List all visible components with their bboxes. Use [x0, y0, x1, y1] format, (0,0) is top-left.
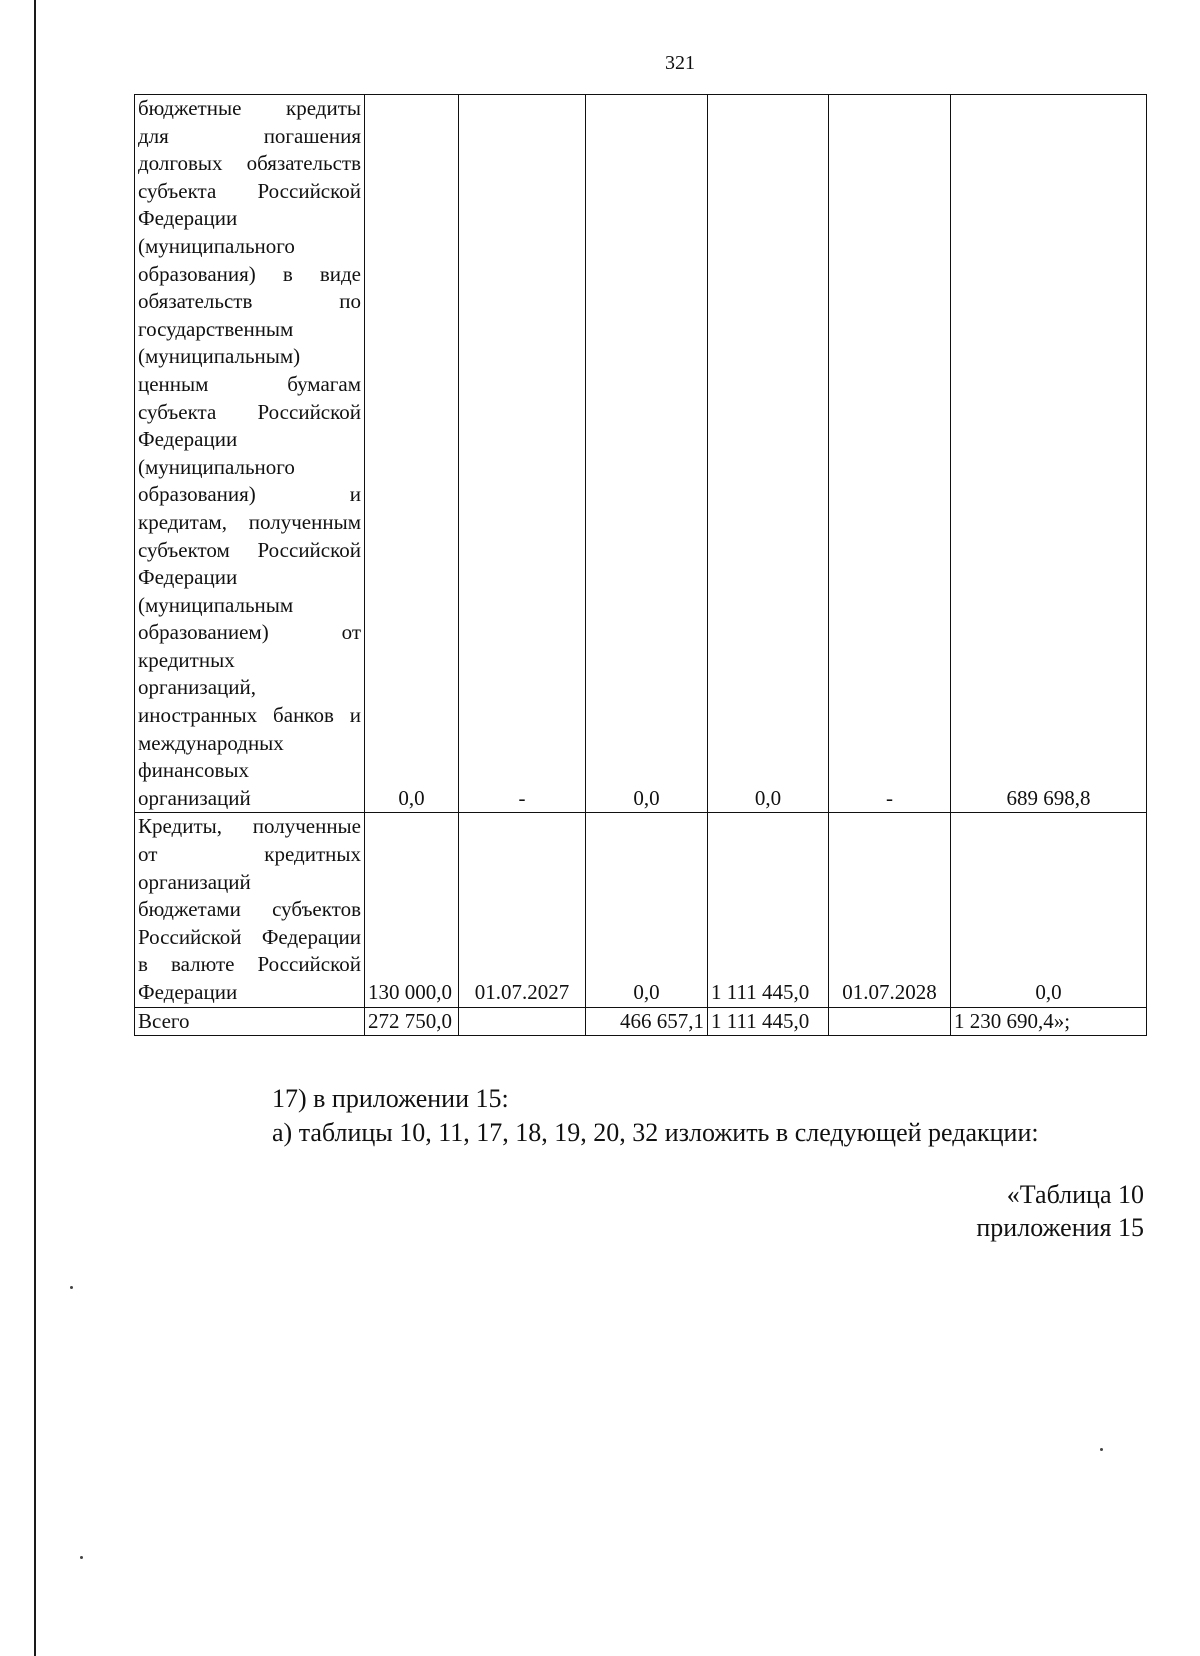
- label-line: (муниципальным): [138, 344, 301, 369]
- label-line: Федерации: [138, 980, 238, 1004]
- table-cell: 0,0: [708, 95, 829, 813]
- label-line: бюджетные кредиты: [138, 96, 361, 120]
- table-cell: 466 657,1: [586, 1007, 708, 1036]
- table-cell: 689 698,8: [951, 95, 1147, 813]
- table-row: [135, 95, 1147, 813]
- table-cell: -: [459, 95, 586, 813]
- label-line: (муниципальным: [138, 592, 294, 617]
- label-line: ценным бумагам: [138, 371, 361, 396]
- table-reference-heading: [976, 1178, 1144, 1244]
- label-line: Федерации: [138, 565, 238, 590]
- label-line: образования) в виде: [138, 261, 361, 286]
- label-line: финансовых: [138, 758, 249, 783]
- label-line: Российской Федерации: [138, 924, 361, 949]
- scan-speck: [80, 1556, 83, 1559]
- label-line: Федерации: [138, 206, 238, 231]
- page-number: 321: [665, 52, 695, 74]
- table-cell: 0,0: [951, 813, 1147, 1007]
- label-line: субъекта Российской: [138, 178, 361, 203]
- table-reference-appendix: приложения 15: [976, 1213, 1144, 1242]
- table-row-total: [135, 1007, 1147, 1036]
- table-cell: 1 111 445,0: [708, 1007, 829, 1036]
- label-line: Всего: [138, 1008, 190, 1033]
- label-line: Федерации: [138, 427, 238, 452]
- label-line: организаций: [138, 869, 251, 894]
- label-line: бюджетами субъектов: [138, 897, 361, 922]
- label-line: иностранных банков и: [138, 703, 361, 728]
- label-line: международных: [138, 730, 284, 755]
- table-cell: 1 111 445,0: [708, 813, 829, 1007]
- label-line: организаций,: [138, 675, 256, 700]
- budget-credits-table: [134, 94, 1147, 1036]
- row-label-total: [135, 1007, 365, 1036]
- scan-speck: [1100, 1448, 1103, 1451]
- table-cell: 01.07.2027: [459, 813, 586, 1007]
- table-cell: [459, 1007, 586, 1036]
- label-line: образования) и: [138, 482, 361, 507]
- table-cell: -: [829, 95, 951, 813]
- table-cell: 01.07.2028: [829, 813, 951, 1007]
- amendment-item-17: 17) в приложении 15:: [272, 1084, 509, 1113]
- row-label-budget-credits: [135, 95, 365, 813]
- table-reference-title: «Таблица 10: [1006, 1180, 1144, 1209]
- label-line: кредитных: [138, 647, 235, 672]
- table-cell: 130 000,0: [365, 813, 459, 1007]
- label-line: государственным: [138, 316, 294, 341]
- label-line: субъекта Российской: [138, 399, 361, 424]
- label-line: (муниципального: [138, 233, 295, 258]
- table-cell: 0,0: [365, 95, 459, 813]
- label-line: Кредиты, полученные: [138, 814, 361, 839]
- row-label-credit-org-loans: [135, 813, 365, 1007]
- label-line: (муниципального: [138, 454, 295, 479]
- label-line: обязательств по: [138, 289, 361, 314]
- table-cell: 272 750,0: [365, 1007, 459, 1036]
- label-line: образованием) от: [138, 620, 361, 645]
- left-margin-rule: [34, 0, 36, 1656]
- label-line: субъектом Российской: [138, 537, 361, 562]
- label-line: от кредитных: [138, 842, 361, 867]
- scan-speck: [70, 1286, 73, 1289]
- table-cell: [829, 1007, 951, 1036]
- label-line: кредитам, полученным: [138, 509, 361, 534]
- label-line: организаций: [138, 785, 251, 810]
- label-line: в валюте Российской: [138, 952, 361, 977]
- table-row: [135, 813, 1147, 1007]
- table-cell: 1 230 690,4»;: [951, 1007, 1147, 1036]
- table-cell: 0,0: [586, 95, 708, 813]
- table-cell: 0,0: [586, 813, 708, 1007]
- amendment-item-a: а) таблицы 10, 11, 17, 18, 19, 20, 32 изложить в следующей редакции:: [272, 1118, 1039, 1147]
- label-line: для погашения: [138, 123, 361, 148]
- label-line: долговых обязательств: [138, 151, 361, 176]
